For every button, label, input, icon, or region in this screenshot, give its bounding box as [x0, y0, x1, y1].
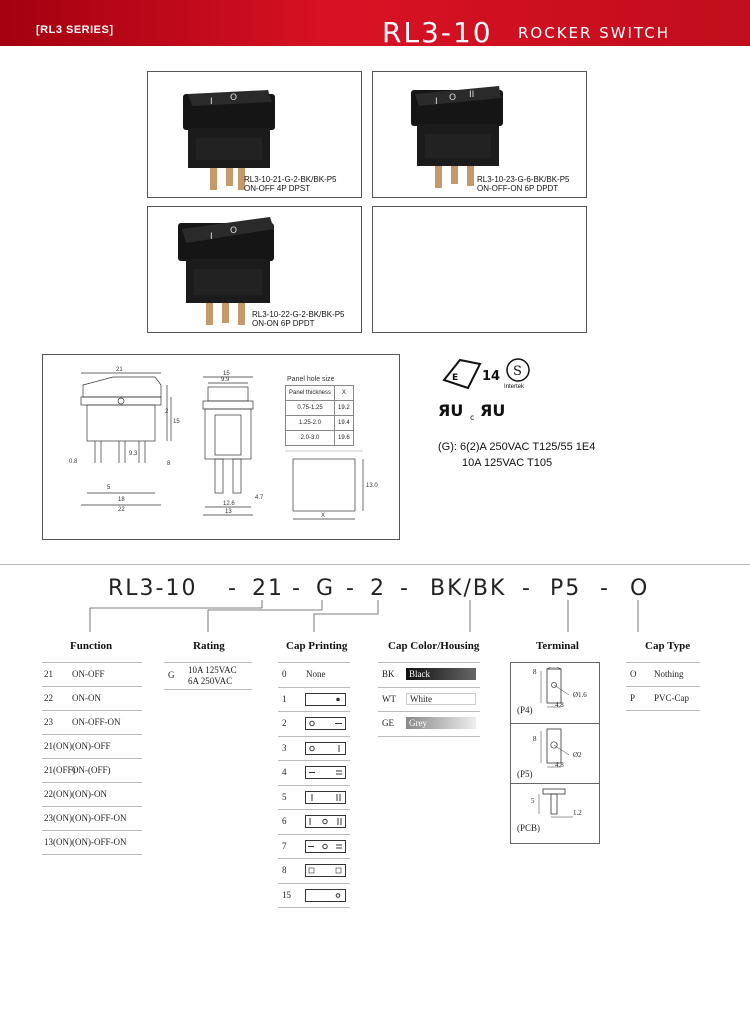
cap-print-symbol-icon	[305, 766, 347, 780]
rating-line-a: 10A 125VAC	[188, 665, 237, 675]
svg-text:ЯU: ЯU	[480, 401, 506, 420]
cap-type-title: Cap Type	[645, 640, 691, 652]
pn-dash-1: -	[228, 576, 238, 601]
rating-title: Rating	[193, 640, 225, 652]
function-code: 23(ON)	[44, 813, 72, 823]
cap-type-name: PVC-Cap	[654, 693, 690, 703]
product-box-3	[147, 206, 362, 333]
pn-dash-6: -	[600, 576, 610, 601]
function-row	[42, 783, 142, 807]
dim-21: 21	[116, 367, 123, 373]
series-label: [RL3 SERIES]	[36, 24, 114, 36]
svg-text:II: II	[469, 90, 475, 100]
terminal-p4-b: 4.8	[555, 701, 564, 709]
cap-print-symbol-icon	[305, 693, 347, 707]
connector-lines	[0, 596, 750, 636]
cap-print-code: 15	[282, 889, 291, 900]
dim-15b: 15	[173, 419, 180, 425]
dim-22: 22	[118, 507, 125, 513]
cap-print-code: 1	[282, 693, 287, 704]
dim-9-3: 9.3	[129, 451, 138, 457]
function-row	[42, 759, 142, 783]
function-row	[42, 807, 142, 831]
svg-text:O: O	[230, 93, 238, 103]
function-name: ON-(OFF)	[72, 765, 111, 775]
pn-terminal: P5	[550, 576, 582, 601]
cap-print-code: 4	[282, 767, 287, 777]
pn-dash-3: -	[346, 576, 356, 601]
dim-12-6: 12.6	[223, 501, 235, 507]
product-code-1: RL3-10-21-G-2-BK/BK-P5	[244, 175, 337, 184]
dim-13-0: 13.0	[366, 483, 378, 489]
cap-type-name: Nothing	[654, 669, 684, 679]
color-name-grey: Grey	[409, 718, 427, 728]
panel-row-1-a: 0.75-1.25	[286, 401, 335, 416]
rating-line-b: 6A 250VAC	[188, 676, 233, 686]
product-desc-1: ON-OFF 4P DPST	[244, 184, 311, 193]
terminal-pcb-a: 5	[531, 797, 535, 805]
terminal-table	[510, 662, 600, 844]
cap-printing-title: Cap Printing	[286, 640, 348, 652]
cap-print-symbol-icon	[305, 864, 347, 878]
dim-15a: 15	[223, 371, 230, 377]
panel-row-2-a: 1.25-2.0	[286, 416, 335, 431]
function-name: ON-OFF	[72, 669, 105, 679]
dim-9-9: 9.9	[221, 377, 230, 383]
ul-c-label: c	[470, 413, 475, 422]
function-row	[42, 687, 142, 711]
color-swatch-grey	[406, 717, 476, 729]
dim-0-8: 0.8	[69, 459, 78, 465]
dim-18: 18	[118, 497, 125, 503]
cap-print-symbol-icon	[305, 791, 347, 805]
terminal-p5-b: 4.8	[555, 761, 564, 769]
panel-table	[285, 385, 354, 446]
panel-header-thickness: Panel thickness	[286, 386, 335, 401]
function-row	[42, 735, 142, 759]
svg-text:E: E	[452, 373, 459, 383]
pn-function: 21	[252, 576, 284, 601]
terminal-p4	[511, 663, 599, 724]
intertek-label: Intertek	[504, 384, 525, 390]
panel-row-2-b: 19.4	[335, 416, 354, 431]
svg-text:S: S	[513, 364, 522, 379]
cap-type-code: O	[630, 669, 637, 679]
terminal-p4-a: 8	[533, 668, 537, 676]
rating-line-2: 10A 125VAC T105	[462, 457, 553, 469]
color-code-bk: BK	[382, 669, 395, 679]
cap-color-title: Cap Color/Housing	[388, 640, 480, 652]
rating-table	[164, 662, 252, 690]
color-code-ge: GE	[382, 718, 394, 728]
rating-code: G	[168, 670, 175, 680]
terminal-p4-name: (P4)	[517, 705, 533, 715]
panel-title: Panel hole size	[287, 376, 335, 383]
function-name: (ON)-OFF-ON	[72, 837, 127, 847]
cap-print-symbol-icon	[305, 889, 347, 903]
terminal-p5	[511, 723, 599, 784]
function-name: ON-OFF-ON	[72, 717, 121, 727]
color-swatch-black	[406, 668, 476, 680]
function-name: ON-ON	[72, 693, 101, 703]
cap-print-symbol-icon	[305, 742, 347, 756]
dimension-drawing	[42, 354, 400, 540]
terminal-p4-c: Ø1.6	[573, 691, 587, 699]
function-code: 13(ON)	[44, 837, 72, 847]
pn-dash-4: -	[400, 576, 410, 601]
product-box-2	[372, 71, 587, 198]
pn-dash-2: -	[292, 576, 302, 601]
function-name: (ON)-OFF-ON	[72, 813, 127, 823]
cap-print-code: 6	[282, 816, 287, 826]
cap-type-table	[626, 662, 700, 711]
pn-rating: G	[316, 576, 336, 601]
cap-print-symbol-icon	[305, 840, 347, 854]
dim-13: 13	[225, 509, 232, 515]
ul-logo-icon	[438, 401, 505, 422]
dim-2: 2	[165, 409, 169, 415]
terminal-p4-drawing	[533, 667, 597, 711]
terminal-p5-drawing	[533, 727, 597, 771]
panel-header-x: X	[335, 386, 354, 401]
enec-logo-icon	[444, 360, 500, 388]
pn-series: RL3-10	[108, 576, 198, 601]
pn-printing: 2	[370, 576, 386, 601]
cap-print-symbol-icon	[305, 815, 347, 829]
function-row	[42, 711, 142, 735]
function-name: (ON)-OFF	[72, 741, 111, 751]
svg-text:O: O	[230, 226, 238, 236]
terminal-pcb-b: 1.2	[573, 809, 582, 817]
rating-line-1: (G): 6(2)A 250VAC T125/55 1E4	[438, 441, 596, 453]
panel-row-1-b: 19.2	[335, 401, 354, 416]
cert-logos	[438, 354, 548, 424]
product-desc-3: ON-ON 6P DPDT	[252, 319, 315, 328]
panel-row-3-a: 2.0-3.0	[286, 431, 335, 446]
cap-print-code: 5	[282, 791, 287, 802]
dim-5: 5	[107, 485, 111, 491]
function-row	[42, 663, 142, 687]
function-code: 22	[44, 693, 53, 703]
terminal-pcb-drawing	[533, 787, 597, 831]
function-name: (ON)-ON	[72, 789, 107, 799]
color-swatch-white	[406, 693, 476, 705]
dim-4-7: 4.7	[255, 495, 264, 501]
pn-dash-5: -	[522, 576, 532, 601]
pn-color: BK/BK	[430, 576, 507, 601]
product-title: ROCKER SWITCH	[518, 24, 671, 42]
terminal-pcb-name: (PCB)	[517, 823, 541, 833]
color-name-black: Black	[409, 669, 430, 679]
drawing-svg	[43, 355, 399, 539]
cap-print-none: None	[306, 669, 326, 679]
function-table	[42, 662, 142, 855]
svg-text:I: I	[210, 97, 213, 107]
cap-print-code: 2	[282, 718, 287, 728]
function-title: Function	[70, 640, 113, 652]
terminal-pcb	[511, 783, 599, 843]
svg-text:I: I	[210, 232, 213, 242]
cap-print-symbol-icon	[305, 717, 347, 731]
cap-type-code: P	[630, 693, 636, 703]
product-box-1	[147, 71, 362, 198]
enec-number: 14	[482, 369, 501, 384]
color-code-wt: WT	[382, 693, 396, 704]
cap-color-table	[378, 662, 480, 737]
function-code: 21(OFF)	[44, 765, 76, 775]
function-code: 23	[44, 717, 53, 727]
cap-print-code: 0	[282, 669, 287, 679]
model-title: RL3-10	[382, 16, 493, 49]
function-code: 21	[44, 669, 53, 679]
dim-8: 8	[167, 461, 171, 467]
svg-text:O: O	[449, 93, 457, 103]
terminal-title: Terminal	[536, 640, 579, 652]
color-name-white: White	[410, 693, 432, 704]
terminal-p5-name: (P5)	[517, 769, 533, 779]
section-divider	[0, 564, 750, 565]
cap-print-code: 3	[282, 742, 287, 753]
product-code-3: RL3-10-22-G-2-BK/BK-P5	[252, 310, 345, 319]
function-code: 22(ON)	[44, 789, 72, 799]
svg-text:ЯU: ЯU	[438, 401, 464, 420]
panel-row-3-b: 19.6	[335, 431, 354, 446]
terminal-p5-a: 8	[533, 735, 537, 743]
cap-printing-table	[278, 662, 350, 908]
cap-print-code: 7	[282, 840, 287, 851]
product-code-2: RL3-10-23-G-6-BK/BK-P5	[477, 175, 570, 184]
intertek-s-icon	[504, 359, 529, 390]
dim-x: X	[321, 513, 326, 519]
terminal-p5-c: Ø2	[573, 751, 582, 759]
function-code: 21(ON)	[44, 741, 72, 751]
product-desc-2: ON-OFF-ON 6P DPDT	[477, 184, 559, 193]
svg-text:I: I	[435, 97, 438, 107]
cap-print-code: 8	[282, 865, 287, 875]
pn-captype: O	[630, 576, 650, 601]
function-row	[42, 831, 142, 855]
product-box-empty	[372, 206, 587, 333]
